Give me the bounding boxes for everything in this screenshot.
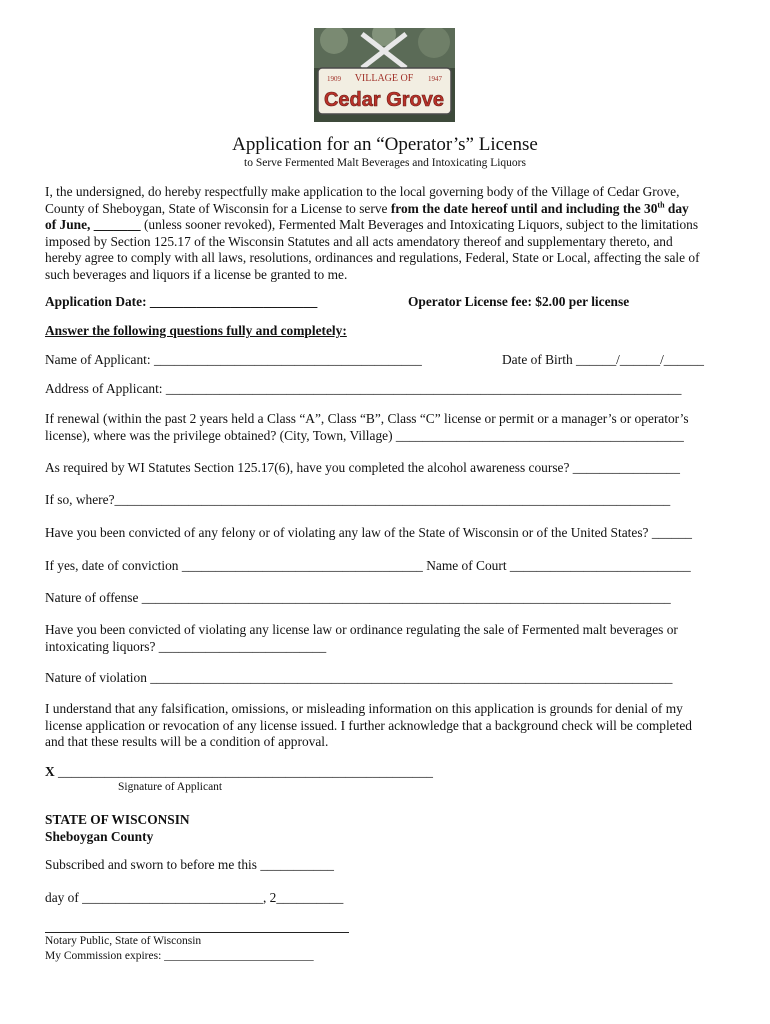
course-location-field[interactable]: If so, where?___________________________________________________________________________________	[45, 492, 671, 507]
intro-line-5: hereby agree to comply with all laws, resolutions, ordinances and regulations, Federal, State or Local, affecting the sale of	[45, 250, 700, 265]
application-date-field[interactable]: Application Date: _________________________	[45, 294, 318, 309]
page-subtitle: to Serve Fermented Malt Beverages and Intoxicating Liquors	[244, 157, 526, 169]
intro-line-2	[45, 201, 725, 218]
acknowledgement-line-1: I understand that any falsification, omissions, or misleading information on this application is grounds for denial of my	[45, 701, 683, 716]
signature-field[interactable]	[45, 764, 433, 780]
nature-of-violation-field[interactable]: Nature of violation ______________________________________________________________________________	[45, 670, 673, 685]
logo-name: Cedar Grove	[323, 89, 445, 111]
intro-line-4: imposed by Section 125.17 of the Wisconsin Statutes and all acts amendatory thereof and supplementary thereto, and	[45, 233, 673, 249]
license-law-question-line-2[interactable]: intoxicating liquors? _________________________	[45, 639, 327, 654]
applicant-name-field[interactable]: Name of Applicant: ________________________________________	[45, 352, 422, 367]
intro-line-3	[45, 217, 725, 234]
intro-line-2c: day	[664, 200, 689, 216]
applicant-address-field[interactable]: Address of Applicant: _____________________________________________________________________________	[45, 381, 682, 396]
renewal-question-line-2[interactable]: license), where was the privilege obtained? (City, Town, Village) ___________________________________________	[45, 428, 684, 443]
notary-county: Sheboygan County	[45, 829, 154, 844]
license-law-question-line-1: Have you been convicted of violating any license law or ordinance regulating the sale of Fermented malt beverages or	[45, 622, 678, 637]
acknowledgement-paragraph	[45, 701, 725, 751]
renewal-question-line-1: If renewal (within the past 2 years held a Class “A”, Class “B”, Class “C” license or permit or a manager’s or operator’s	[45, 411, 689, 426]
license-fee: Operator License fee: $2.00 per license	[408, 294, 630, 309]
logo-left-year: 1909	[327, 75, 341, 83]
felony-question-field[interactable]: Have you been convicted of any felony or of violating any law of the State of Wisconsin or of the United States? ______	[45, 525, 693, 540]
notary-public-label: Notary Public, State of Wisconsin	[45, 935, 202, 947]
intro-paragraph	[45, 184, 725, 283]
logo-right-year: 1947	[428, 75, 442, 83]
signature-label: Signature of Applicant	[118, 781, 223, 793]
awareness-course-field[interactable]: As required by WI Statutes Section 125.17(6), have you completed the alcohol awareness course? ________________	[45, 460, 680, 475]
intro-line-3b: (unless sooner revoked), Fermented Malt Beverages and Intoxicating Liquors, subject to the limitations	[140, 217, 699, 232]
questions-heading: Answer the following questions fully and completely:	[45, 323, 347, 338]
cedar-grove-logo	[314, 28, 455, 122]
intro-line-3a: of June, _______	[45, 217, 141, 232]
acknowledgement-line-2: license application or revocation of any license issued. I further acknowledge that a background check will be completed	[45, 717, 692, 733]
signature-x-mark: X	[45, 764, 55, 779]
sworn-date-field[interactable]: Subscribed and sworn to before me this ___________	[45, 857, 334, 872]
intro-line-2b: from the date hereof until and including the 30	[390, 200, 658, 216]
acknowledgement-line-3: and that these results will be a condition of approval.	[45, 734, 329, 749]
date-of-birth-field[interactable]: Date of Birth ______/______/______	[502, 352, 704, 367]
conviction-date-field[interactable]: If yes, date of conviction ____________________________________ Name of Court ___________________________	[45, 558, 691, 573]
intro-line-2a: County of Sheboygan, State of Wisconsin for a License to serve	[45, 200, 391, 216]
intro-line-6: such beverages and liquors if a license be granted to me.	[45, 266, 348, 282]
notary-signature-line[interactable]	[45, 932, 349, 933]
logo-top-text: VILLAGE OF	[354, 73, 414, 84]
notary-state: STATE OF WISCONSIN	[45, 812, 190, 827]
signature-line: ________________________________________________________	[58, 764, 433, 779]
intro-line-2-sup: th	[657, 200, 665, 210]
nature-of-offense-field[interactable]: Nature of offense _______________________________________________________________________________	[45, 590, 671, 605]
intro-line-1: I, the undersigned, do hereby respectfully make application to the local governing body of the Village of Cedar Grove,	[45, 184, 680, 199]
sworn-day-field[interactable]: day of ___________________________, 2__________	[45, 890, 344, 905]
page-title: Application for an “Operator’s” License	[232, 134, 538, 155]
commission-expires-field[interactable]: My Commission expires: __________________________	[45, 950, 314, 962]
